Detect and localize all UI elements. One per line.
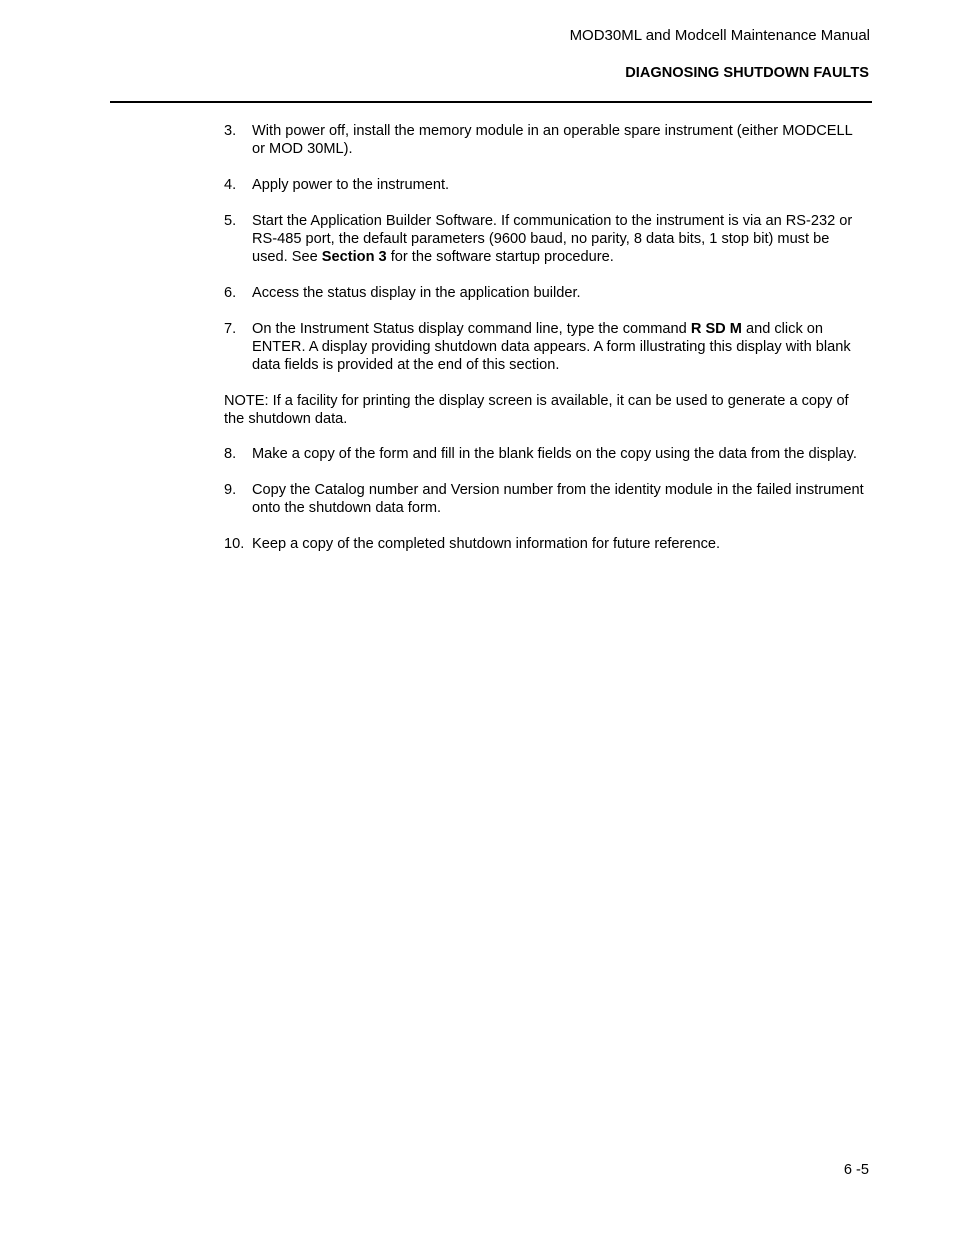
step-number: 10.: [224, 536, 245, 552]
step-text: Copy the Catalog number and Version number from the identity module in the failed instrument onto the shutdown data form.: [252, 482, 864, 516]
step-text: [252, 320, 869, 374]
step-number: 9.: [224, 482, 237, 498]
list-item-step-3: [224, 122, 869, 158]
step-text: Apply power to the instrument.: [252, 177, 450, 193]
step-number: 8.: [224, 446, 237, 462]
step-number: 6.: [224, 285, 237, 301]
step-text: [252, 212, 869, 266]
step-text-part: and click on ENTER. A display providing shutdown data appears. A form illustrating this display with blank data fields is provided at the end of this section.: [252, 321, 851, 373]
page-content: [224, 122, 869, 571]
list-item-step-10: [224, 535, 869, 553]
step-text: Keep a copy of the completed shutdown information for future reference.: [252, 536, 721, 552]
section-reference: Section 3: [321, 249, 387, 265]
section-title: DIAGNOSING SHUTDOWN FAULTS: [625, 65, 869, 81]
step-text-part: Start the Application Builder Software. If communication to the instrument is via an RS-232 or RS-485 port, the default parameters (9600 baud, no parity, 8 data bits, 1 stop bit) must be used. See: [252, 213, 853, 265]
step-number: 4.: [224, 177, 237, 193]
list-item-step-4: [224, 176, 869, 194]
step-number: 3.: [224, 123, 237, 139]
list-item-step-5: [224, 212, 869, 266]
step-text-part: On the Instrument Status display command line, type the command: [252, 321, 691, 337]
list-item-step-8: [224, 445, 869, 463]
step-number: 5.: [224, 213, 237, 229]
command-text: R SD M: [690, 321, 742, 337]
step-text: Make a copy of the form and fill in the blank fields on the copy using the data from the display.: [252, 446, 857, 462]
note-paragraph: NOTE: If a facility for printing the display screen is available, it can be used to generate a copy of the shutdown data.: [224, 393, 849, 427]
list-item-step-6: [224, 284, 869, 302]
step-text-part: for the software startup procedure.: [386, 249, 614, 265]
page-number: 6 -5: [843, 1162, 869, 1178]
list-item-step-7: [224, 320, 869, 374]
step-text: With power off, install the memory module in an operable spare instrument (either MODCELL or MOD 30ML).: [252, 123, 853, 157]
header-rule: [110, 101, 872, 103]
step-text: Access the status display in the application builder.: [252, 285, 581, 301]
list-item-step-9: [224, 481, 869, 517]
manual-title: MOD30ML and Modcell Maintenance Manual: [569, 27, 870, 44]
step-number: 7.: [224, 321, 237, 337]
